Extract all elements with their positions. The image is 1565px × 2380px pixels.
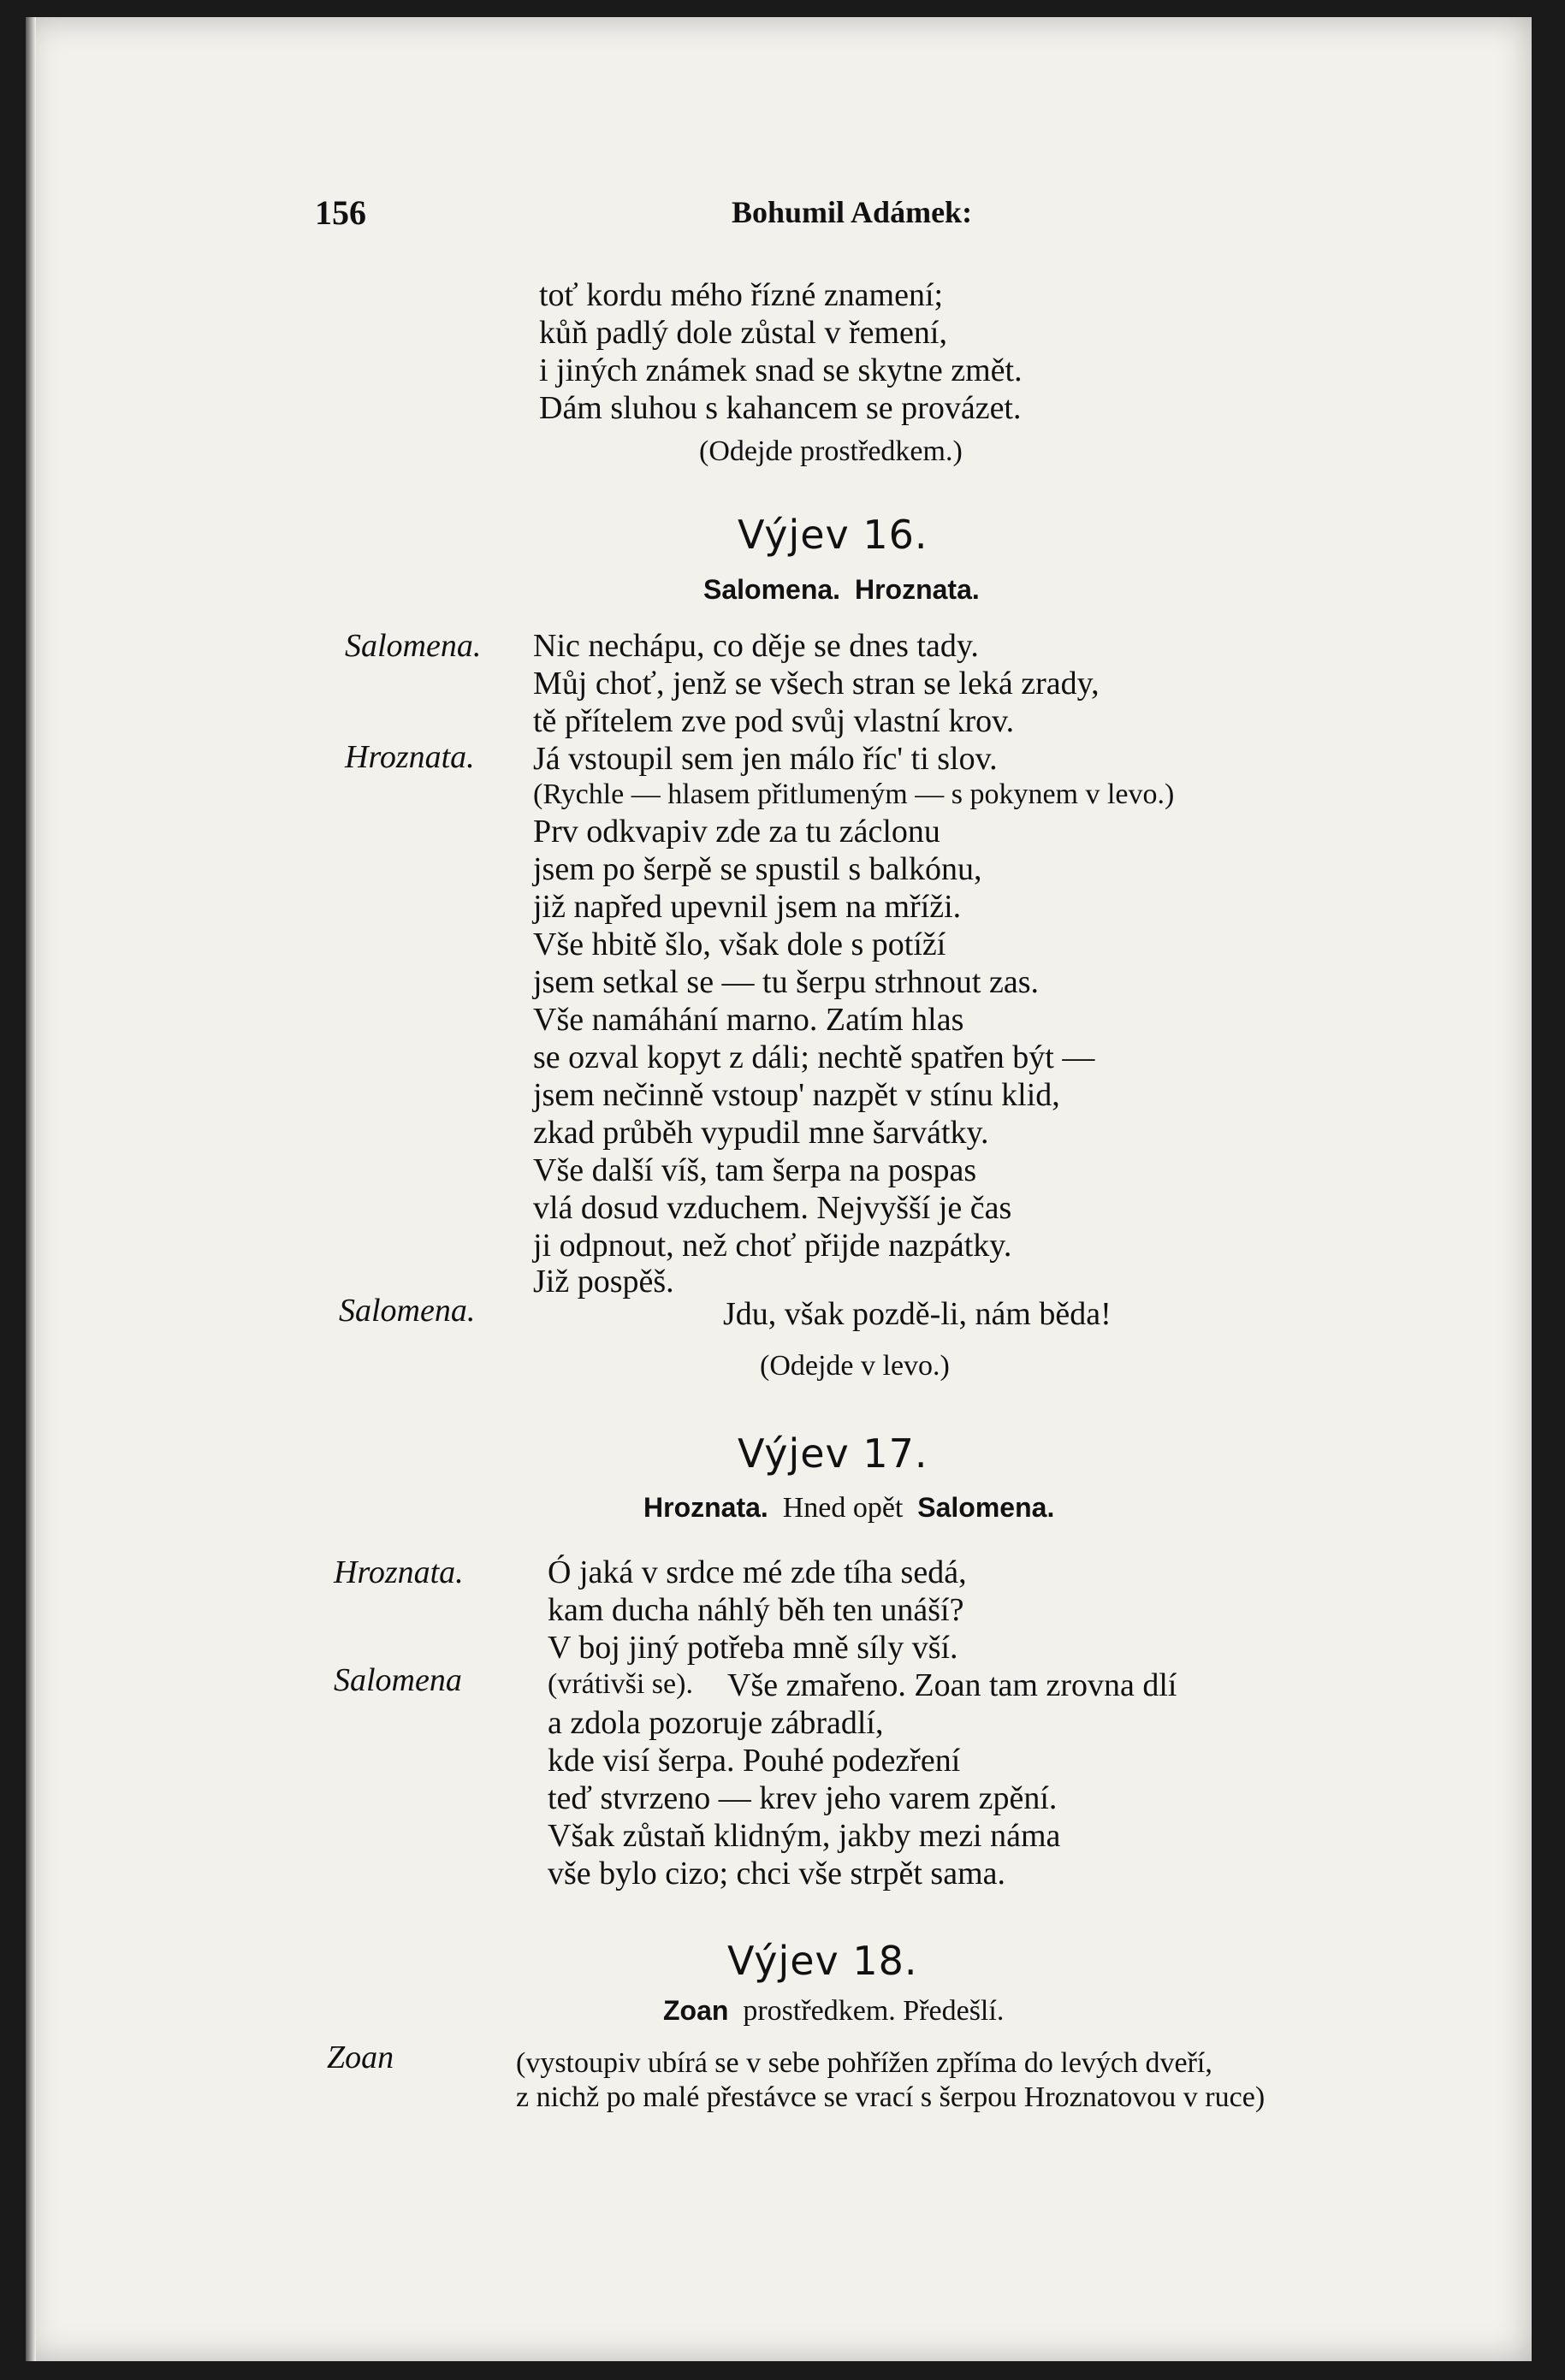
speaker-name: Hroznata. <box>334 1554 464 1590</box>
scene-title: Výjev 18. <box>727 1938 918 1984</box>
running-head: Bohumil Adámek: <box>732 195 973 229</box>
stage-direction: (vystoupiv ubírá se v sebe pohřížen zpříma do levých dveří, <box>516 2047 1212 2079</box>
verse-line: Však zůstaň klidným, jakby mezi náma <box>548 1818 1061 1854</box>
speaker-name: Hroznata. <box>345 739 475 775</box>
scene-cast <box>643 1492 1054 1525</box>
verse-line: Já vstoupil sem jen málo říc' ti slov. <box>533 741 998 777</box>
speaker-name: Zoan <box>327 2040 394 2075</box>
verse-line: toť kordu mého řízné znamení; <box>539 277 944 313</box>
verse-line: vlá dosud vzduchem. Nejvyšší je čas <box>533 1190 1012 1226</box>
cast-name: Hroznata. <box>643 1492 768 1523</box>
verse-line: Vše namáhání marno. Zatím hlas <box>533 1002 964 1038</box>
scene-cast <box>703 574 980 606</box>
cast-name: Zoan <box>663 1995 729 2026</box>
stage-direction: (Odejde prostředkem.) <box>699 435 963 467</box>
verse-line: teď stvrzeno — krev jeho varem zpění. <box>548 1780 1058 1816</box>
verse-line: Prv odkvapiv zde za tu záclonu <box>533 814 940 850</box>
cast-note: Hned opět <box>782 1492 904 1524</box>
cast-name: Salomena. <box>917 1492 1055 1523</box>
verse-line: Vše zmařeno. Zoan tam zrovna dlí <box>727 1667 1177 1703</box>
stage-direction: z nichž po malé přestávce se vrací s šerpou Hroznatovou v ruce) <box>516 2081 1266 2113</box>
verse-line: Nic nechápu, co děje se dnes tady. <box>533 628 979 664</box>
verse-line: Jdu, však pozdě-li, nám běda! <box>723 1296 1112 1332</box>
verse-line: již napřed upevnil jsem na mříži. <box>533 889 962 925</box>
verse-line: V boj jiný potřeba mně síly vší. <box>548 1630 958 1666</box>
verse-line: jsem po šerpě se spustil s balkónu, <box>533 851 982 887</box>
verse-line: a zdola pozoruje zábradlí, <box>548 1705 884 1741</box>
verse-line: Ó jaká v srdce mé zde tíha sedá, <box>548 1554 967 1590</box>
scene-title: Výjev 16. <box>738 512 928 558</box>
verse-line: kam ducha náhlý běh ten unáší? <box>548 1592 964 1628</box>
speaker-name: Salomena <box>334 1662 462 1698</box>
scene-title: Výjev 17. <box>738 1430 928 1477</box>
page-number: 156 <box>315 193 366 232</box>
verse-line: i jiných známek snad se skytne změt. <box>539 352 1023 388</box>
verse-line: jsem nečinně vstoup' nazpět v stínu klid, <box>533 1077 1060 1113</box>
book-page <box>26 17 1532 2361</box>
verse-line: kde visí šerpa. Pouhé podezření <box>548 1743 961 1779</box>
cast-name: Hroznata. <box>854 574 980 605</box>
verse-line: Můj choť, jenž se všech stran se leká zrady, <box>533 666 1100 702</box>
verse-line: Již pospěš. <box>533 1264 674 1300</box>
cast-name: Salomena. <box>703 574 841 605</box>
verse-line: vše bylo cizo; chci vše strpět sama. <box>548 1856 1006 1892</box>
verse-line: se ozval kopyt z dáli; nechtě spatřen být — <box>533 1039 1095 1075</box>
verse-line: Vše hbitě šlo, však dole s potíží <box>533 927 946 962</box>
verse-line: ji odpnout, než choť přijde nazpátky. <box>533 1228 1012 1264</box>
scene-cast <box>663 1995 1004 2028</box>
stage-direction: (vrátivši se). <box>548 1668 693 1700</box>
cast-note: prostředkem. Předešlí. <box>743 1995 1005 2027</box>
stage-direction: (Rychle — hlasem přitlumeným — s pokynem v levo.) <box>533 779 1175 810</box>
speaker-name: Salomena. <box>345 628 482 664</box>
verse-line: Vše další víš, tam šerpa na pospas <box>533 1152 977 1188</box>
stage-direction: (Odejde v levo.) <box>760 1350 950 1382</box>
verse-line: Dám sluhou s kahancem se provázet. <box>539 390 1022 426</box>
verse-line: zkad průběh vypudil mne šarvátky. <box>533 1115 989 1151</box>
verse-line: tě přítelem zve pod svůj vlastní krov. <box>533 703 1015 739</box>
speaker-name: Salomena. <box>339 1293 476 1329</box>
verse-line: kůň padlý dole zůstal v řemení, <box>539 315 947 351</box>
verse-line: jsem setkal se — tu šerpu strhnout zas. <box>533 964 1040 1000</box>
